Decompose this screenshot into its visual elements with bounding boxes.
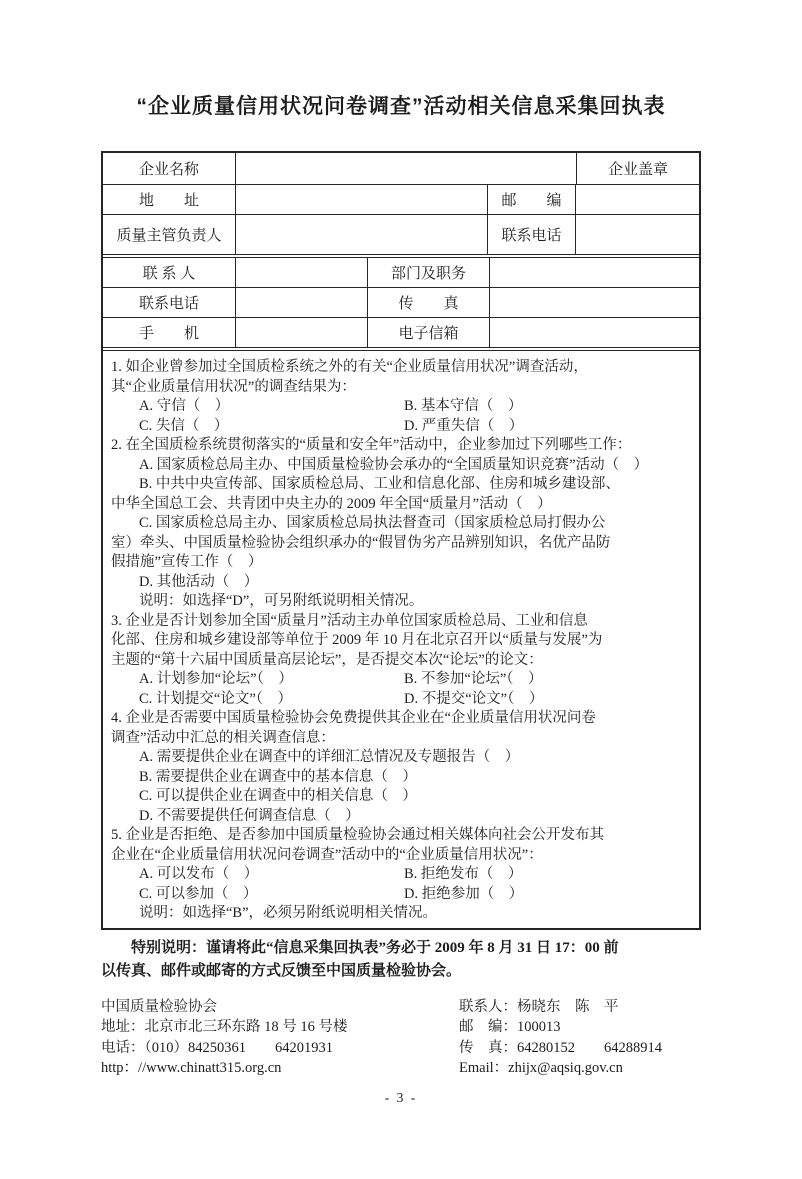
email-label: 电子信箱 <box>367 318 489 347</box>
special-note-line-2: 以传真、邮件或邮寄的方式反馈至中国质量检验协会。 <box>101 962 462 979</box>
footer-website: http：//www.chinatt315.org.cn <box>101 1060 282 1076</box>
question-option: D. 拒绝参加（ ） <box>404 885 524 902</box>
address-label: 地 址 <box>138 193 199 209</box>
footer-address: 地址：北京市北三环东路 18 号 16 号楼 <box>101 1019 348 1035</box>
zip-value <box>575 185 699 214</box>
question-line: 假措施”宣传工作（ ） <box>111 554 263 570</box>
special-note <box>101 937 701 983</box>
table-row-address <box>103 184 699 214</box>
question-option: A. 可以发布（ ） <box>139 866 259 882</box>
question-option: C. 计划提交“论文”（ ） <box>139 690 293 707</box>
address-value <box>235 185 487 214</box>
question-line: 说明：如选择“D”，可另附纸说明相关情况。 <box>139 593 424 609</box>
contact-person-value <box>235 258 367 287</box>
question-option: B. 拒绝发布（ ） <box>404 866 523 882</box>
department-value <box>489 258 699 287</box>
question-line <box>111 670 691 690</box>
zip-label: 邮 编 <box>487 185 575 214</box>
question-line: C. 国家质检总局主办、国家质检总局执法督查司（国家质检总局打假办公 <box>139 515 606 531</box>
question-option: B. 基本守信（ ） <box>404 398 523 414</box>
footer <box>101 997 701 1079</box>
question-line: A. 国家质检总局主办、中国质量检验协会承办的“全国质量知识竞赛”活动（ ） <box>139 456 649 473</box>
question-line: D. 其他活动（ ） <box>139 573 259 590</box>
question-option: A. 计划参加“论坛”（ ） <box>139 671 293 687</box>
table-row-mobile <box>103 317 699 347</box>
question-line: 1. 如企业曾参加过全国质检系统之外的有关“企业质量信用状况”调查活动， <box>111 359 588 375</box>
footer-zip: 邮 编：100013 <box>459 1019 561 1035</box>
quality-manager-value <box>235 215 487 254</box>
company-name-label: 企业名称 <box>138 162 199 178</box>
fax-label: 传 真 <box>367 288 489 317</box>
question-line: 调查”活动中汇总的相关调查信息： <box>111 729 335 746</box>
footer-organization-block <box>101 997 459 1079</box>
company-stamp-label: 企业盖章 <box>576 153 699 184</box>
question-line <box>111 417 691 437</box>
manager-phone-value <box>575 215 699 254</box>
question-line: 3. 企业是否计划参加全国“质量月”活动主办单位国家质检总局、工业和信息 <box>111 612 588 629</box>
question-line: 说明：如选择“B”，必须另附纸说明相关情况。 <box>139 905 438 921</box>
question-line <box>111 865 691 885</box>
question-option: A. 守信（ ） <box>139 398 230 414</box>
question-line: B. 需要提供企业在调查中的基本信息（ ） <box>139 768 417 785</box>
table-row-company <box>103 153 699 184</box>
table-row-quality-manager <box>103 214 699 254</box>
footer-phone: 电话：（010）84250361 64201931 <box>101 1039 333 1056</box>
company-name-value <box>235 153 576 184</box>
manager-phone-label: 联系电话 <box>487 215 575 254</box>
quality-manager-label: 质量主管负责人 <box>116 228 222 244</box>
question-option: C. 可以参加（ ） <box>139 885 258 902</box>
question-line: 4. 企业是否需要中国质量检验协会免费提供其企业在“企业质量信用状况问卷 <box>111 710 596 726</box>
questionnaire-lines <box>111 358 691 924</box>
question-line <box>111 690 691 710</box>
question-line: 其“企业质量信用状况”的调查结果为： <box>111 378 356 395</box>
email-value <box>489 318 699 347</box>
question-line: 企业在“企业质量信用状况问卷调查”活动中的“企业质量信用状况”： <box>111 846 543 863</box>
question-option: C. 失信（ ） <box>139 417 229 434</box>
mobile-label: 手 机 <box>138 326 199 342</box>
fax-value <box>489 288 699 317</box>
department-label: 部门及职务 <box>367 258 489 287</box>
question-option: D. 不提交“论文”（ ） <box>404 690 544 707</box>
contact-phone-label: 联系电话 <box>138 296 199 312</box>
question-line <box>111 885 691 905</box>
question-line: 化部、住房和城乡建设部等单位于 2009 年 10 月在北京召开以“质量与发展”为 <box>111 632 603 648</box>
question-option: D. 严重失信（ ） <box>404 417 524 434</box>
page-number: - 3 - <box>384 1089 418 1105</box>
special-note-line-1: 特别说明：谨请将此“信息采集回执表”务必于 2009 年 8 月 31 日 17：00 前 <box>131 939 619 956</box>
footer-fax: 传 真：64280152 64288914 <box>459 1039 662 1056</box>
footer-contact-person: 联系人：杨晓东 陈 平 <box>459 998 619 1015</box>
question-line: B. 中共中央宣传部、国家质检总局、工业和信息化部、住房和城乡建设部、 <box>139 476 620 492</box>
footer-email: Email：zhijx@aqsiq.gov.cn <box>459 1060 623 1076</box>
question-option: B. 不参加“论坛”（ ） <box>404 671 543 687</box>
question-line <box>111 397 691 417</box>
contact-phone-value <box>235 288 367 317</box>
table-row-contact-person <box>103 257 699 287</box>
question-line: 室）牵头、中国质量检验协会组织承办的“假冒伪劣产品辨别知识，名优产品防 <box>111 534 611 551</box>
question-line: A. 需要提供企业在调查中的详细汇总情况及专题报告（ ） <box>139 749 520 765</box>
question-line: D. 不需要提供任何调查信息（ ） <box>139 807 360 824</box>
info-table <box>101 151 701 930</box>
question-line: 2. 在全国质检系统贯彻落实的“质量和安全年”活动中，企业参加过下列哪些工作： <box>111 437 632 453</box>
question-line: 主题的“第十六届中国质量高层论坛”，是否提交本次“论坛”的论文： <box>111 651 543 668</box>
contact-person-label: 联 系 人 <box>142 266 196 282</box>
table-row-contact-phone <box>103 287 699 317</box>
page-title: “企业质量信用状况问卷调查”活动相关信息采集回执表 <box>136 95 666 118</box>
footer-contact-block <box>459 997 701 1079</box>
questionnaire-section <box>103 350 699 928</box>
footer-org-name: 中国质量检验协会 <box>101 998 217 1015</box>
question-line: 5. 企业是否拒绝、是否参加中国质量检验协会通过相关媒体向社会公开发布其 <box>111 827 604 843</box>
question-line: 中华全国总工会、共青团中央主办的 2009 年全国“质量月”活动（ ） <box>111 495 552 512</box>
mobile-value <box>235 318 367 347</box>
question-line: C. 可以提供企业在调查中的相关信息（ ） <box>139 788 417 804</box>
